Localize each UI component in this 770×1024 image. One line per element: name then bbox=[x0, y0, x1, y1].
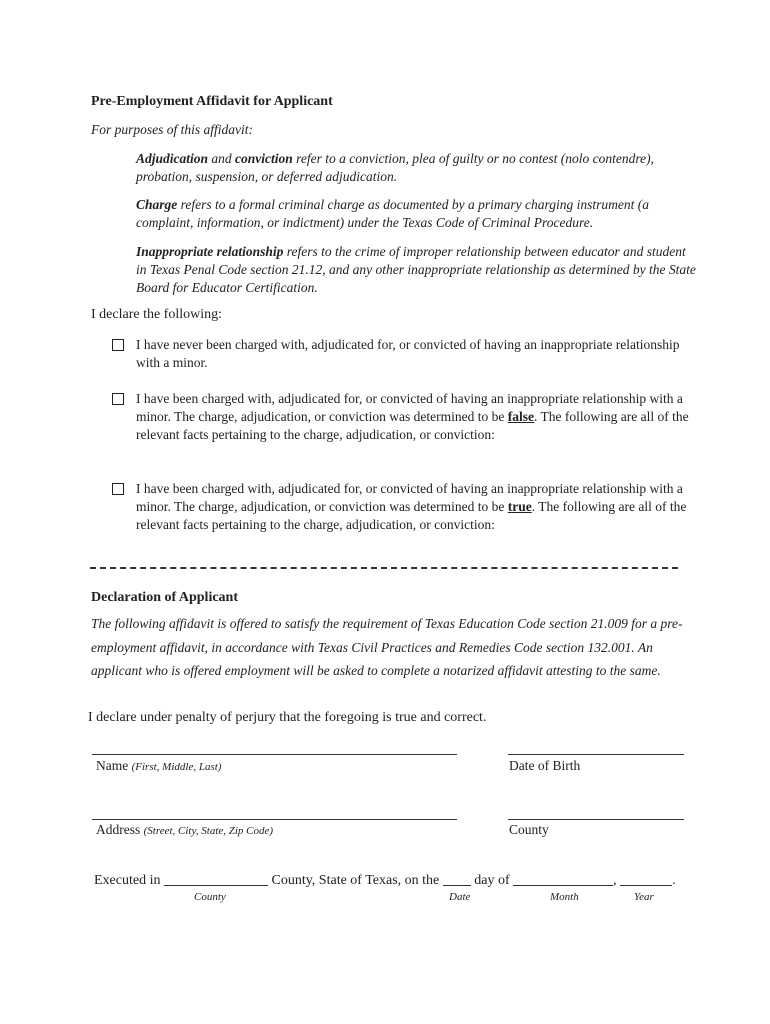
definition-term: Inappropriate relationship bbox=[136, 244, 284, 259]
form-title: Pre-Employment Affidavit for Applicant bbox=[91, 94, 333, 109]
definition-term: Adjudication bbox=[136, 151, 209, 166]
address-signature-line[interactable] bbox=[92, 819, 457, 820]
checkbox-charged-false[interactable] bbox=[112, 393, 124, 405]
perjury-statement: I declare under penalty of perjury that the foregoing is true and correct. bbox=[88, 710, 487, 725]
sub-county: County bbox=[194, 891, 226, 903]
option-text-pre: I have been charged with, adjudicated for, or convicted of having an inappropriate relationship with a minor. The charge, adjudication, or conviction was determined to be bbox=[136, 481, 683, 514]
definition-text: refers to the crime of improper relationship between educator and student in Texas Penal Code section 21.12, and any other inappropriate relationship as determined by the State Board for Educator Certification. bbox=[136, 244, 696, 295]
address-label-group bbox=[96, 822, 273, 838]
executed-year-blank[interactable] bbox=[620, 885, 672, 886]
declare-label: I declare the following: bbox=[91, 307, 223, 322]
address-hint: (Street, City, State, Zip Code) bbox=[143, 825, 274, 837]
definition-charge bbox=[136, 196, 696, 232]
sub-year: Year bbox=[634, 891, 654, 903]
option-emphasis: false bbox=[507, 409, 535, 424]
checkbox-never-charged[interactable] bbox=[112, 339, 124, 351]
definition-connector: and bbox=[208, 151, 236, 166]
name-hint: (First, Middle, Last) bbox=[131, 761, 222, 773]
declaration-heading: Declaration of Applicant bbox=[91, 590, 238, 605]
definition-text: refer to a conviction, plea of guilty or no contest (nolo contendre), probation, suspension, or deferred adjudication. bbox=[136, 151, 654, 184]
executed-end: . bbox=[672, 873, 676, 888]
option-text bbox=[136, 480, 696, 534]
name-label: Name bbox=[96, 758, 129, 773]
county-signature-line[interactable] bbox=[508, 819, 684, 820]
option-text-pre: I have been charged with, adjudicated for, or convicted of having an inappropriate relationship with a minor. The charge, adjudication, or conviction was determined to be bbox=[136, 391, 683, 424]
executed-date-blank[interactable] bbox=[443, 885, 471, 886]
option-text bbox=[136, 390, 696, 444]
option-emphasis: true bbox=[507, 499, 532, 514]
form-intro: For purposes of this affidavit: bbox=[91, 122, 253, 137]
definition-adjudication bbox=[136, 150, 696, 186]
declaration-body: The following affidavit is offered to satisfy the requirement of Texas Education Code section 21.009 for a pre-employment affidavit, in accordance with Texas Civil Practices and Remedies Code section 132.001. An applicant who is offered employment will be asked to complete a notarized affidavit attesting to the same. bbox=[91, 616, 683, 678]
dob-label: Date of Birth bbox=[509, 758, 581, 773]
definition-inappropriate-relationship bbox=[136, 243, 696, 297]
definition-text: refers to a formal criminal charge as documented by a primary charging instrument (a complaint, information, or indictment) under the Texas Code of Criminal Procedure. bbox=[136, 197, 649, 230]
executed-month-blank[interactable] bbox=[513, 885, 613, 886]
option-text-post: . The following are all of the relevant facts pertaining to the charge, adjudication, or conviction: bbox=[136, 409, 689, 442]
dob-signature-line[interactable] bbox=[508, 754, 684, 755]
executed-mid-text: County, State of Texas, on the bbox=[271, 873, 440, 888]
name-signature-line[interactable] bbox=[92, 754, 457, 755]
address-label: Address bbox=[96, 822, 141, 837]
definition-term: Charge bbox=[136, 197, 178, 212]
definition-term: conviction bbox=[235, 151, 293, 166]
option-text: I have never been charged with, adjudicated for, or convicted of having an inappropriate relationship with a minor. bbox=[136, 337, 680, 370]
sub-month: Month bbox=[550, 891, 579, 903]
executed-county-blank[interactable] bbox=[164, 885, 268, 886]
county-label: County bbox=[509, 822, 549, 837]
name-label-group bbox=[96, 758, 221, 774]
executed-dayof-text: day of bbox=[474, 873, 510, 888]
executed-prefix: Executed in bbox=[94, 873, 161, 888]
section-divider bbox=[90, 567, 678, 569]
checkbox-charged-true[interactable] bbox=[112, 483, 124, 495]
executed-line: Executed in County, State of Texas, on the day of , . bbox=[94, 873, 676, 888]
sub-date: Date bbox=[449, 891, 471, 903]
option-text-post: . The following are all of the relevant facts pertaining to the charge, adjudication, or conviction: bbox=[136, 499, 687, 532]
